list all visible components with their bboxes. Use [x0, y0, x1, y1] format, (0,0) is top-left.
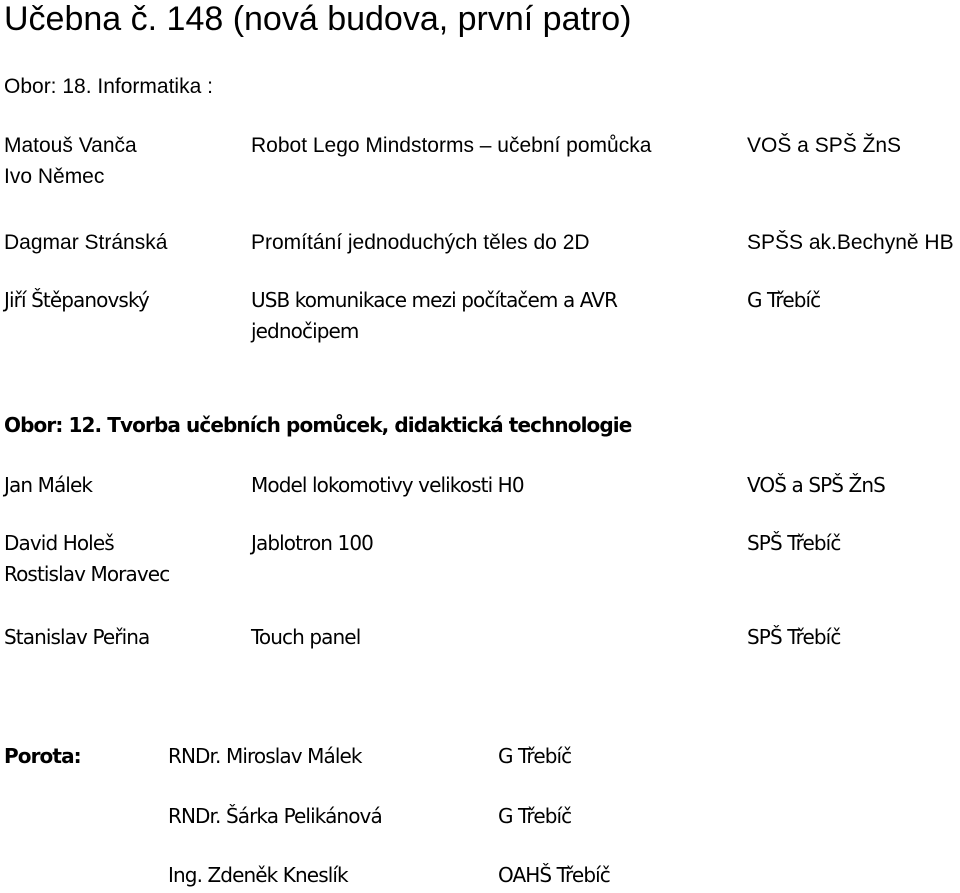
school-name: VOŠ a SPŠ ŽnS [747, 134, 902, 157]
school-name: VOŠ a SPŠ ŽnS [747, 473, 885, 497]
jury-member-name: RNDr. Miroslav Málek [168, 744, 362, 768]
student-name: Ivo Němec [4, 165, 105, 188]
project-title: Jablotron 100 [251, 531, 374, 555]
section-heading-informatika: Obor: 18. Informatika : [4, 75, 213, 98]
school-name: SPŠ Třebíč [747, 625, 841, 649]
section-heading-didaktika: Obor: 12. Tvorba učebních pomůcek, didaktická technologie [4, 413, 632, 437]
school-name: SPŠS ak.Bechyně HB [747, 231, 954, 254]
student-name: Matouš Vanča [4, 134, 137, 157]
student-name: Rostislav Moravec [4, 562, 170, 586]
project-title: Promítání jednoduchých těles do 2D [251, 231, 590, 254]
student-name: Jan Málek [4, 473, 93, 497]
page-title: Učebna č. 148 (nová budova, první patro) [4, 0, 632, 38]
project-title: USB komunikace mezi počítačem a AVR [251, 288, 618, 312]
project-title-continued: jednočipem [251, 319, 359, 343]
student-name: Dagmar Stránská [4, 231, 168, 254]
project-title: Model lokomotivy velikosti H0 [251, 473, 524, 497]
student-name: David Holeš [4, 531, 114, 555]
student-name: Jiří Štěpanovský [4, 288, 149, 312]
jury-member-school: G Třebíč [498, 804, 572, 828]
jury-member-name: Ing. Zdeněk Kneslík [168, 863, 348, 887]
jury-label: Porota: [4, 744, 81, 768]
jury-member-school: G Třebíč [498, 744, 572, 768]
school-name: SPŠ Třebíč [747, 531, 841, 555]
school-name: G Třebíč [747, 288, 821, 312]
jury-member-school: OAHŠ Třebíč [498, 863, 610, 887]
project-title: Robot Lego Mindstorms – učební pomůcka [251, 134, 652, 157]
student-name: Stanislav Peřina [4, 625, 150, 649]
project-title: Touch panel [251, 625, 361, 649]
jury-member-name: RNDr. Šárka Pelikánová [168, 804, 382, 828]
